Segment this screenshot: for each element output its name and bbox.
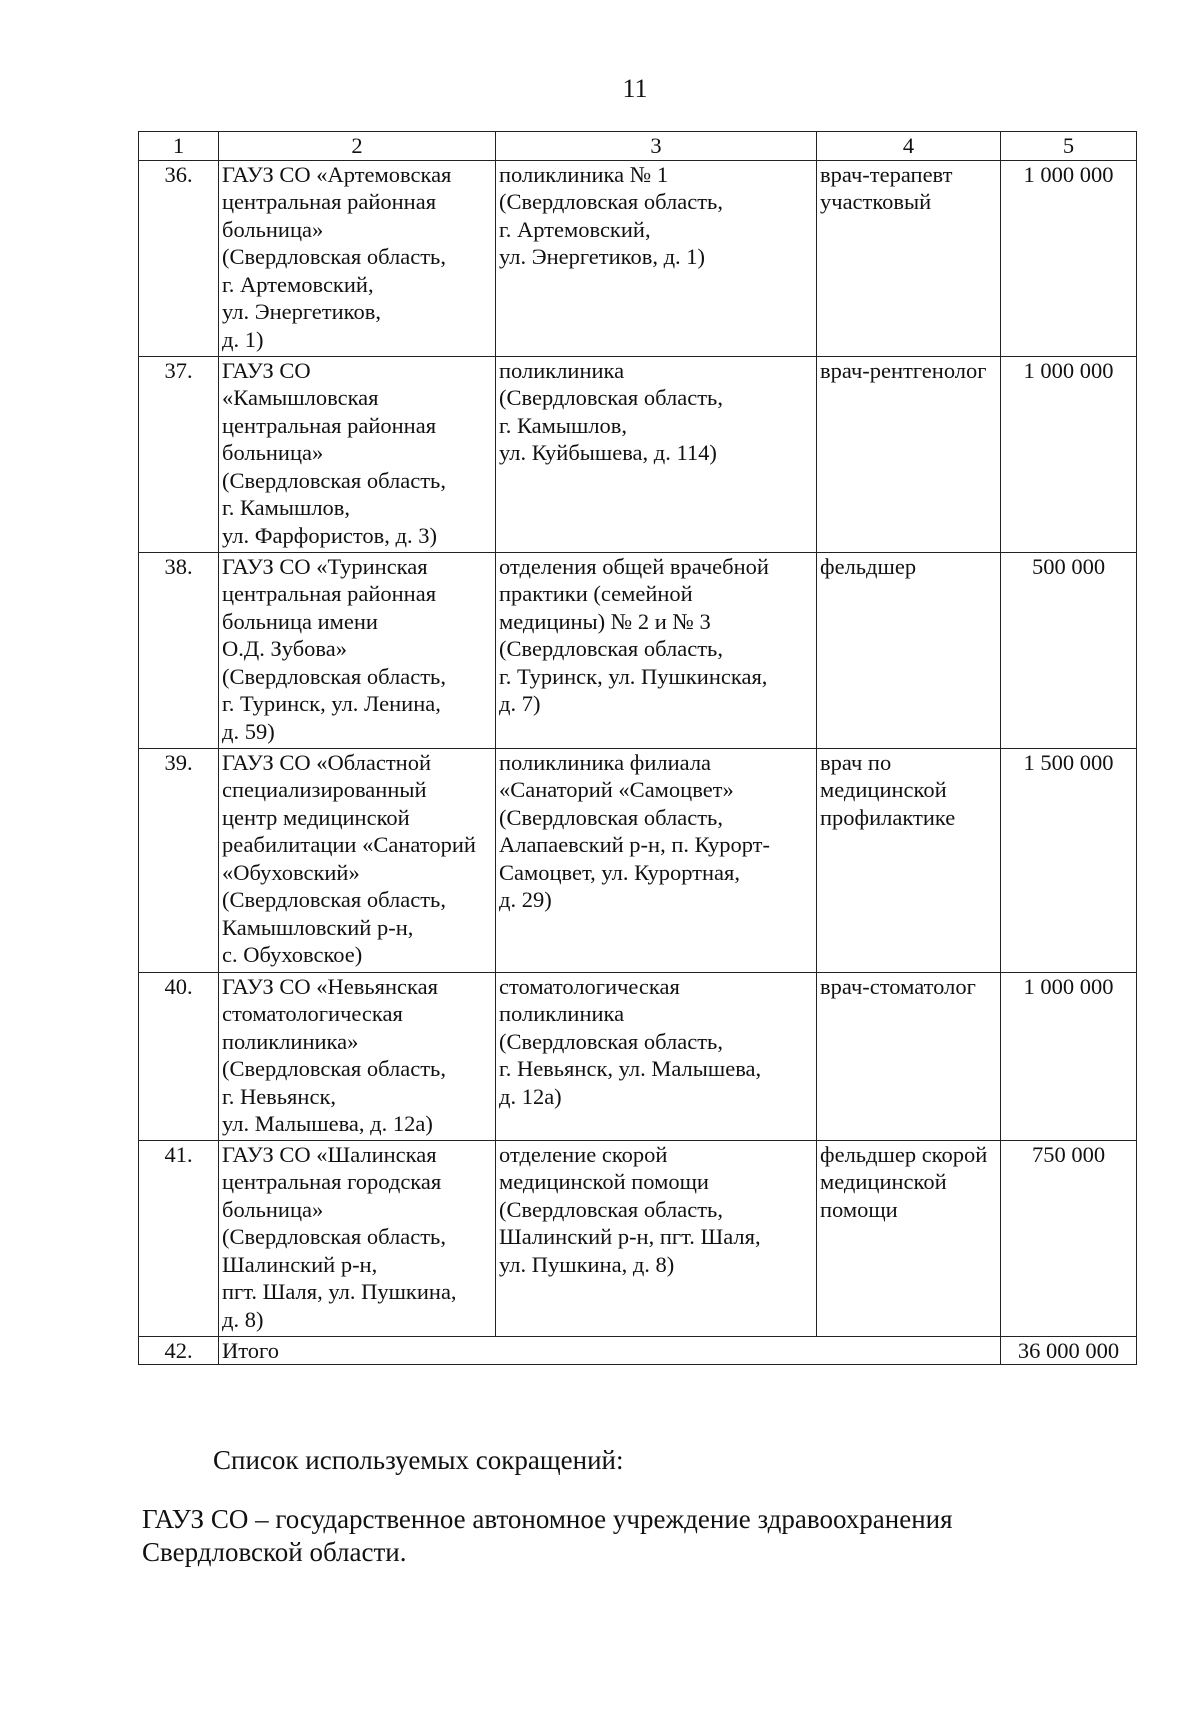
unit-cell: поликлиника № 1 (Свердловская область, г. Артемовский, ул. Энергетиков, д. 1) — [496, 160, 817, 356]
table-row — [139, 1140, 1137, 1336]
organization-cell: ГАУЗ СО «Туринская центральная районная больница имени О.Д. Зубова» (Свердловская область, г. Туринск, ул. Ленина, д. 59) — [219, 552, 496, 748]
total-row — [139, 1336, 1137, 1365]
column-header: 1 — [139, 132, 219, 161]
row-number: 41. — [139, 1140, 219, 1336]
unit-cell: отделение скорой медицинской помощи (Свердловская область, Шалинский р-н, пгт. Шаля, ул. Пушкина, д. 8) — [496, 1140, 817, 1336]
table-header-row — [139, 132, 1137, 161]
column-header: 5 — [1001, 132, 1137, 161]
organization-cell: ГАУЗ СО «Артемовская центральная районная больница» (Свердловская область, г. Артемовский, ул. Энергетиков, д. 1) — [219, 160, 496, 356]
abbreviations-title: Список используемых сокращений: — [213, 1445, 624, 1475]
row-number: 40. — [139, 972, 219, 1140]
table-row — [139, 972, 1137, 1140]
organization-cell: ГАУЗ СО «Шалинская центральная городская больница» (Свердловская область, Шалинский р-н, пгт. Шаля, ул. Пушкина, д. 8) — [219, 1140, 496, 1336]
table-body — [139, 132, 1137, 1365]
table-row — [139, 552, 1137, 748]
position-cell: врач-рентгенолог — [817, 356, 1001, 552]
position-cell: фельдшер скорой медицинской помощи — [817, 1140, 1001, 1336]
table-row — [139, 748, 1137, 972]
unit-cell: поликлиника (Свердловская область, г. Камышлов, ул. Куйбышева, д. 114) — [496, 356, 817, 552]
amount-cell: 750 000 — [1001, 1140, 1137, 1336]
position-cell: врач-стоматолог — [817, 972, 1001, 1140]
page-number: 11 — [622, 74, 648, 103]
amount-cell: 1 000 000 — [1001, 356, 1137, 552]
column-header: 4 — [817, 132, 1001, 161]
row-number: 36. — [139, 160, 219, 356]
table-row — [139, 356, 1137, 552]
abbreviations-text: ГАУЗ СО – государственное автономное учреждение здравоохранения Свердловской области. — [142, 1504, 953, 1567]
amount-cell: 500 000 — [1001, 552, 1137, 748]
column-header: 2 — [219, 132, 496, 161]
funding-table — [138, 131, 1137, 1365]
row-number: 38. — [139, 552, 219, 748]
amount-cell: 1 500 000 — [1001, 748, 1137, 972]
organization-cell: ГАУЗ СО «Камышловская центральная районная больница» (Свердловская область, г. Камышлов, ул. Фарфористов, д. 3) — [219, 356, 496, 552]
row-number: 39. — [139, 748, 219, 972]
amount-cell: 1 000 000 — [1001, 160, 1137, 356]
unit-cell: поликлиника филиала «Санаторий «Самоцвет» (Свердловская область, Алапаевский р-н, п. Курорт- Самоцвет, ул. Курортная, д. 29) — [496, 748, 817, 972]
row-number: 42. — [139, 1336, 219, 1365]
total-amount: 36 000 000 — [1001, 1336, 1137, 1365]
position-cell: врач по медицинской профилактике — [817, 748, 1001, 972]
organization-cell: ГАУЗ СО «Невьянская стоматологическая поликлиника» (Свердловская область, г. Невьянск, ул. Малышева, д. 12а) — [219, 972, 496, 1140]
column-header: 3 — [496, 132, 817, 161]
amount-cell: 1 000 000 — [1001, 972, 1137, 1140]
total-label: Итого — [219, 1336, 1001, 1365]
table-row — [139, 160, 1137, 356]
row-number: 37. — [139, 356, 219, 552]
position-cell: врач-терапевт участковый — [817, 160, 1001, 356]
unit-cell: стоматологическая поликлиника (Свердловская область, г. Невьянск, ул. Малышева, д. 12а) — [496, 972, 817, 1140]
organization-cell: ГАУЗ СО «Областной специализированный центр медицинской реабилитации «Санаторий «Обуховский» (Свердловская область, Камышловский р-н, с. Обуховское) — [219, 748, 496, 972]
position-cell: фельдшер — [817, 552, 1001, 748]
unit-cell: отделения общей врачебной практики (семейной медицины) № 2 и № 3 (Свердловская область, г. Туринск, ул. Пушкинская, д. 7) — [496, 552, 817, 748]
